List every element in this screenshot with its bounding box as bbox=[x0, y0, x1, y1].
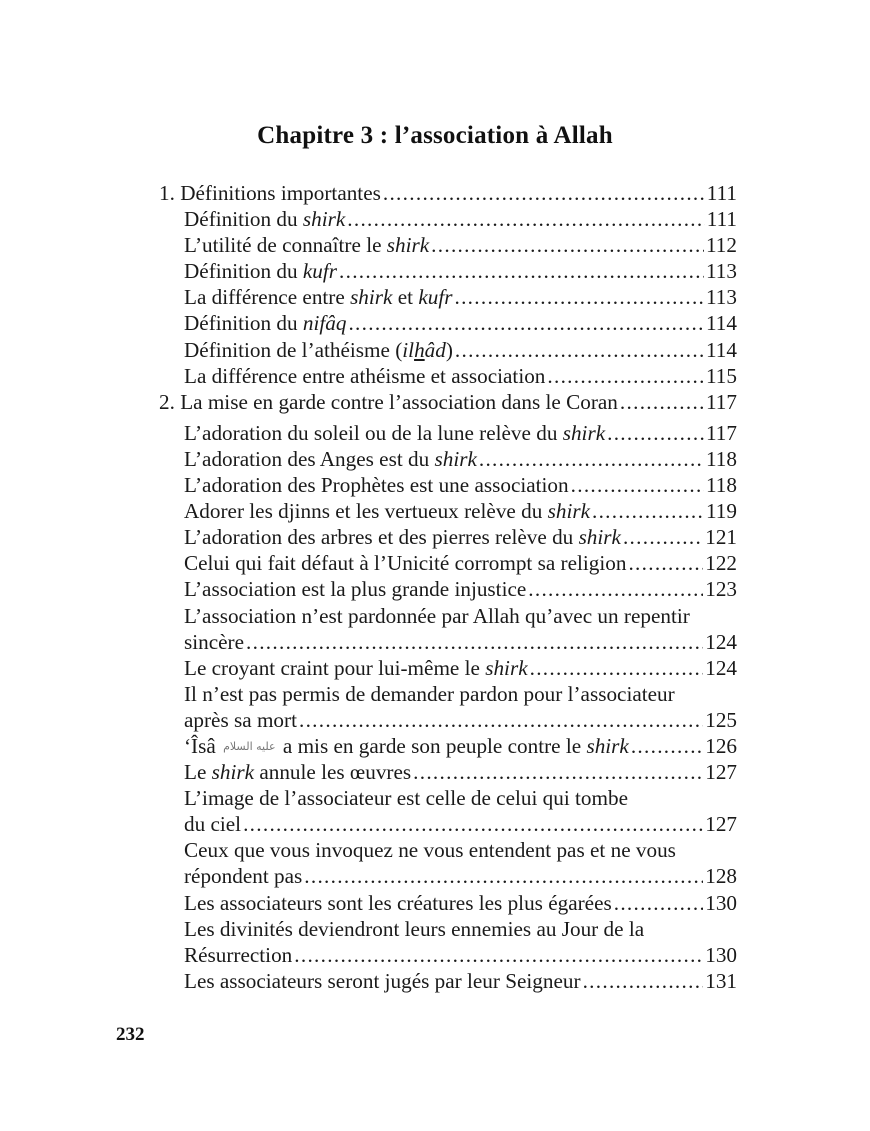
toc-entry[interactable] bbox=[159, 916, 737, 968]
toc-label-line: Ceux que vous invoquez ne vous entendent pas et ne vous bbox=[184, 838, 676, 863]
table-of-contents bbox=[159, 180, 737, 994]
toc-label: Définition de l’athéisme (ilhâd) bbox=[184, 337, 453, 362]
toc-label: L’adoration du soleil ou de la lune relève du shirk bbox=[184, 420, 606, 445]
toc-page: 111 bbox=[706, 207, 737, 232]
dot-leader bbox=[304, 863, 703, 889]
toc-label-line: Il n’est pas permis de demander pardon pour l’associateur bbox=[184, 681, 675, 706]
toc-entry[interactable] bbox=[159, 681, 737, 733]
toc-page: 126 bbox=[705, 733, 737, 758]
toc-page: 118 bbox=[706, 446, 737, 471]
dot-leader bbox=[246, 629, 703, 655]
honorific-glyph-icon: عليه السلام bbox=[223, 739, 276, 753]
toc-label: Définition du nifâq bbox=[184, 311, 347, 336]
toc-page: 117 bbox=[706, 389, 737, 414]
toc-page: 117 bbox=[706, 420, 737, 445]
toc-page: 118 bbox=[706, 473, 737, 498]
toc-entry[interactable] bbox=[159, 733, 737, 759]
dot-leader bbox=[339, 258, 704, 284]
toc-label: ‘Îsâ عليه السلام a mis en garde son peuple contre le shirk bbox=[184, 733, 629, 760]
dot-leader bbox=[299, 707, 703, 733]
toc-label: après sa mort bbox=[184, 707, 297, 732]
toc-entry[interactable] bbox=[159, 837, 737, 889]
toc-label: sincère bbox=[184, 629, 244, 654]
toc-page: 130 bbox=[705, 942, 737, 967]
dot-leader bbox=[243, 811, 703, 837]
toc-label-line: L’image de l’associateur est celle de celui qui tombe bbox=[184, 786, 628, 811]
toc-label: L’adoration des Prophètes est une association bbox=[184, 473, 569, 498]
toc-entry[interactable] bbox=[159, 363, 737, 389]
toc-label-line: Les divinités deviendront leurs ennemies au Jour de la bbox=[184, 916, 645, 941]
toc-page: 113 bbox=[706, 285, 737, 310]
toc-label: 1. Définitions importantes bbox=[159, 181, 381, 205]
dot-leader bbox=[614, 890, 704, 916]
dot-leader bbox=[607, 420, 704, 446]
dot-leader bbox=[583, 968, 704, 994]
toc-page: 113 bbox=[706, 259, 737, 284]
toc-page: 122 bbox=[705, 551, 737, 576]
toc-label: Celui qui fait défaut à l’Unicité corrompt sa religion bbox=[184, 551, 627, 576]
toc-label: 2. La mise en garde contre l’association dans le Coran bbox=[159, 389, 618, 414]
toc-label: Les associateurs sont les créatures les plus égarées bbox=[184, 890, 612, 915]
toc-entry[interactable] bbox=[159, 524, 737, 550]
dot-leader bbox=[592, 498, 704, 524]
dot-leader bbox=[631, 733, 703, 759]
toc-entry[interactable] bbox=[159, 310, 737, 336]
dot-leader bbox=[623, 524, 703, 550]
dot-leader bbox=[455, 337, 704, 363]
toc-label: L’utilité de connaître le shirk bbox=[184, 233, 430, 258]
toc-entry[interactable] bbox=[159, 498, 737, 524]
toc-label: L’association est la plus grande injustice bbox=[184, 577, 527, 602]
toc-entry[interactable] bbox=[159, 550, 737, 576]
toc-entry[interactable] bbox=[159, 420, 737, 446]
dot-leader bbox=[479, 446, 704, 472]
toc-page: 114 bbox=[706, 337, 737, 362]
toc-label: répondent pas bbox=[184, 864, 303, 889]
dot-leader bbox=[530, 655, 704, 681]
toc-label: Définition du shirk bbox=[184, 207, 346, 232]
dot-leader bbox=[348, 310, 704, 336]
toc-page: 130 bbox=[705, 890, 737, 915]
dot-leader bbox=[454, 284, 704, 310]
toc-entry[interactable] bbox=[159, 759, 737, 785]
toc-entry[interactable] bbox=[159, 206, 737, 232]
toc-page: 121 bbox=[705, 525, 737, 550]
toc-label: du ciel bbox=[184, 812, 242, 837]
toc-entry[interactable] bbox=[159, 232, 737, 258]
toc-entry[interactable] bbox=[159, 576, 737, 602]
toc-entry[interactable] bbox=[159, 890, 737, 916]
toc-label-line: L’association n’est pardonnée par Allah qu’avec un repentir bbox=[184, 603, 690, 628]
toc-entry[interactable] bbox=[159, 968, 737, 994]
toc-label: Le croyant craint pour lui-même le shirk bbox=[184, 655, 528, 680]
toc-label: L’adoration des Anges est du shirk bbox=[184, 446, 477, 471]
toc-entry[interactable] bbox=[159, 472, 737, 498]
toc-page: 124 bbox=[705, 629, 737, 654]
dot-leader bbox=[413, 759, 703, 785]
dot-leader bbox=[528, 576, 703, 602]
toc-section-2[interactable] bbox=[159, 389, 737, 415]
toc-page: 128 bbox=[705, 864, 737, 889]
dot-leader bbox=[547, 363, 704, 389]
page-number: 232 bbox=[116, 1024, 145, 1045]
toc-label: L’adoration des arbres et des pierres relève du shirk bbox=[184, 525, 621, 550]
toc-page: 112 bbox=[706, 233, 737, 258]
toc-label: Adorer les djinns et les vertueux relève du shirk bbox=[184, 499, 590, 524]
dot-leader bbox=[628, 550, 703, 576]
dot-leader bbox=[571, 472, 704, 498]
dot-leader bbox=[383, 180, 705, 206]
toc-label: La différence entre shirk et kufr bbox=[184, 285, 453, 310]
toc-page: 115 bbox=[706, 363, 737, 388]
toc-label: Le shirk annule les œuvres bbox=[184, 760, 412, 785]
toc-entry[interactable] bbox=[159, 258, 737, 284]
toc-page: 125 bbox=[705, 707, 737, 732]
toc-label: Résurrection bbox=[184, 942, 293, 967]
dot-leader bbox=[431, 232, 704, 258]
toc-page: 111 bbox=[706, 181, 737, 205]
toc-entry[interactable] bbox=[159, 785, 737, 837]
toc-page: 127 bbox=[705, 760, 737, 785]
toc-page: 114 bbox=[706, 311, 737, 336]
toc-entry[interactable] bbox=[159, 446, 737, 472]
toc-page: 131 bbox=[705, 968, 737, 993]
toc-label: Les associateurs seront jugés par leur Seigneur bbox=[184, 968, 581, 993]
dot-leader bbox=[347, 206, 705, 232]
toc-page: 127 bbox=[705, 812, 737, 837]
toc-label: La différence entre athéisme et association bbox=[184, 363, 546, 388]
chapter-title: Chapitre 3 : l’association à Allah bbox=[257, 122, 613, 149]
toc-entry[interactable] bbox=[159, 284, 737, 310]
dot-leader bbox=[620, 389, 704, 415]
toc-entry[interactable] bbox=[159, 655, 737, 681]
toc-entry[interactable] bbox=[159, 603, 737, 655]
toc-page: 124 bbox=[705, 655, 737, 680]
toc-section-1[interactable] bbox=[159, 180, 737, 206]
toc-label: Définition du kufr bbox=[184, 259, 338, 284]
toc-page: 119 bbox=[706, 499, 737, 524]
toc-entry[interactable] bbox=[159, 337, 737, 363]
toc-page: 123 bbox=[705, 577, 737, 602]
dot-leader bbox=[294, 942, 703, 968]
